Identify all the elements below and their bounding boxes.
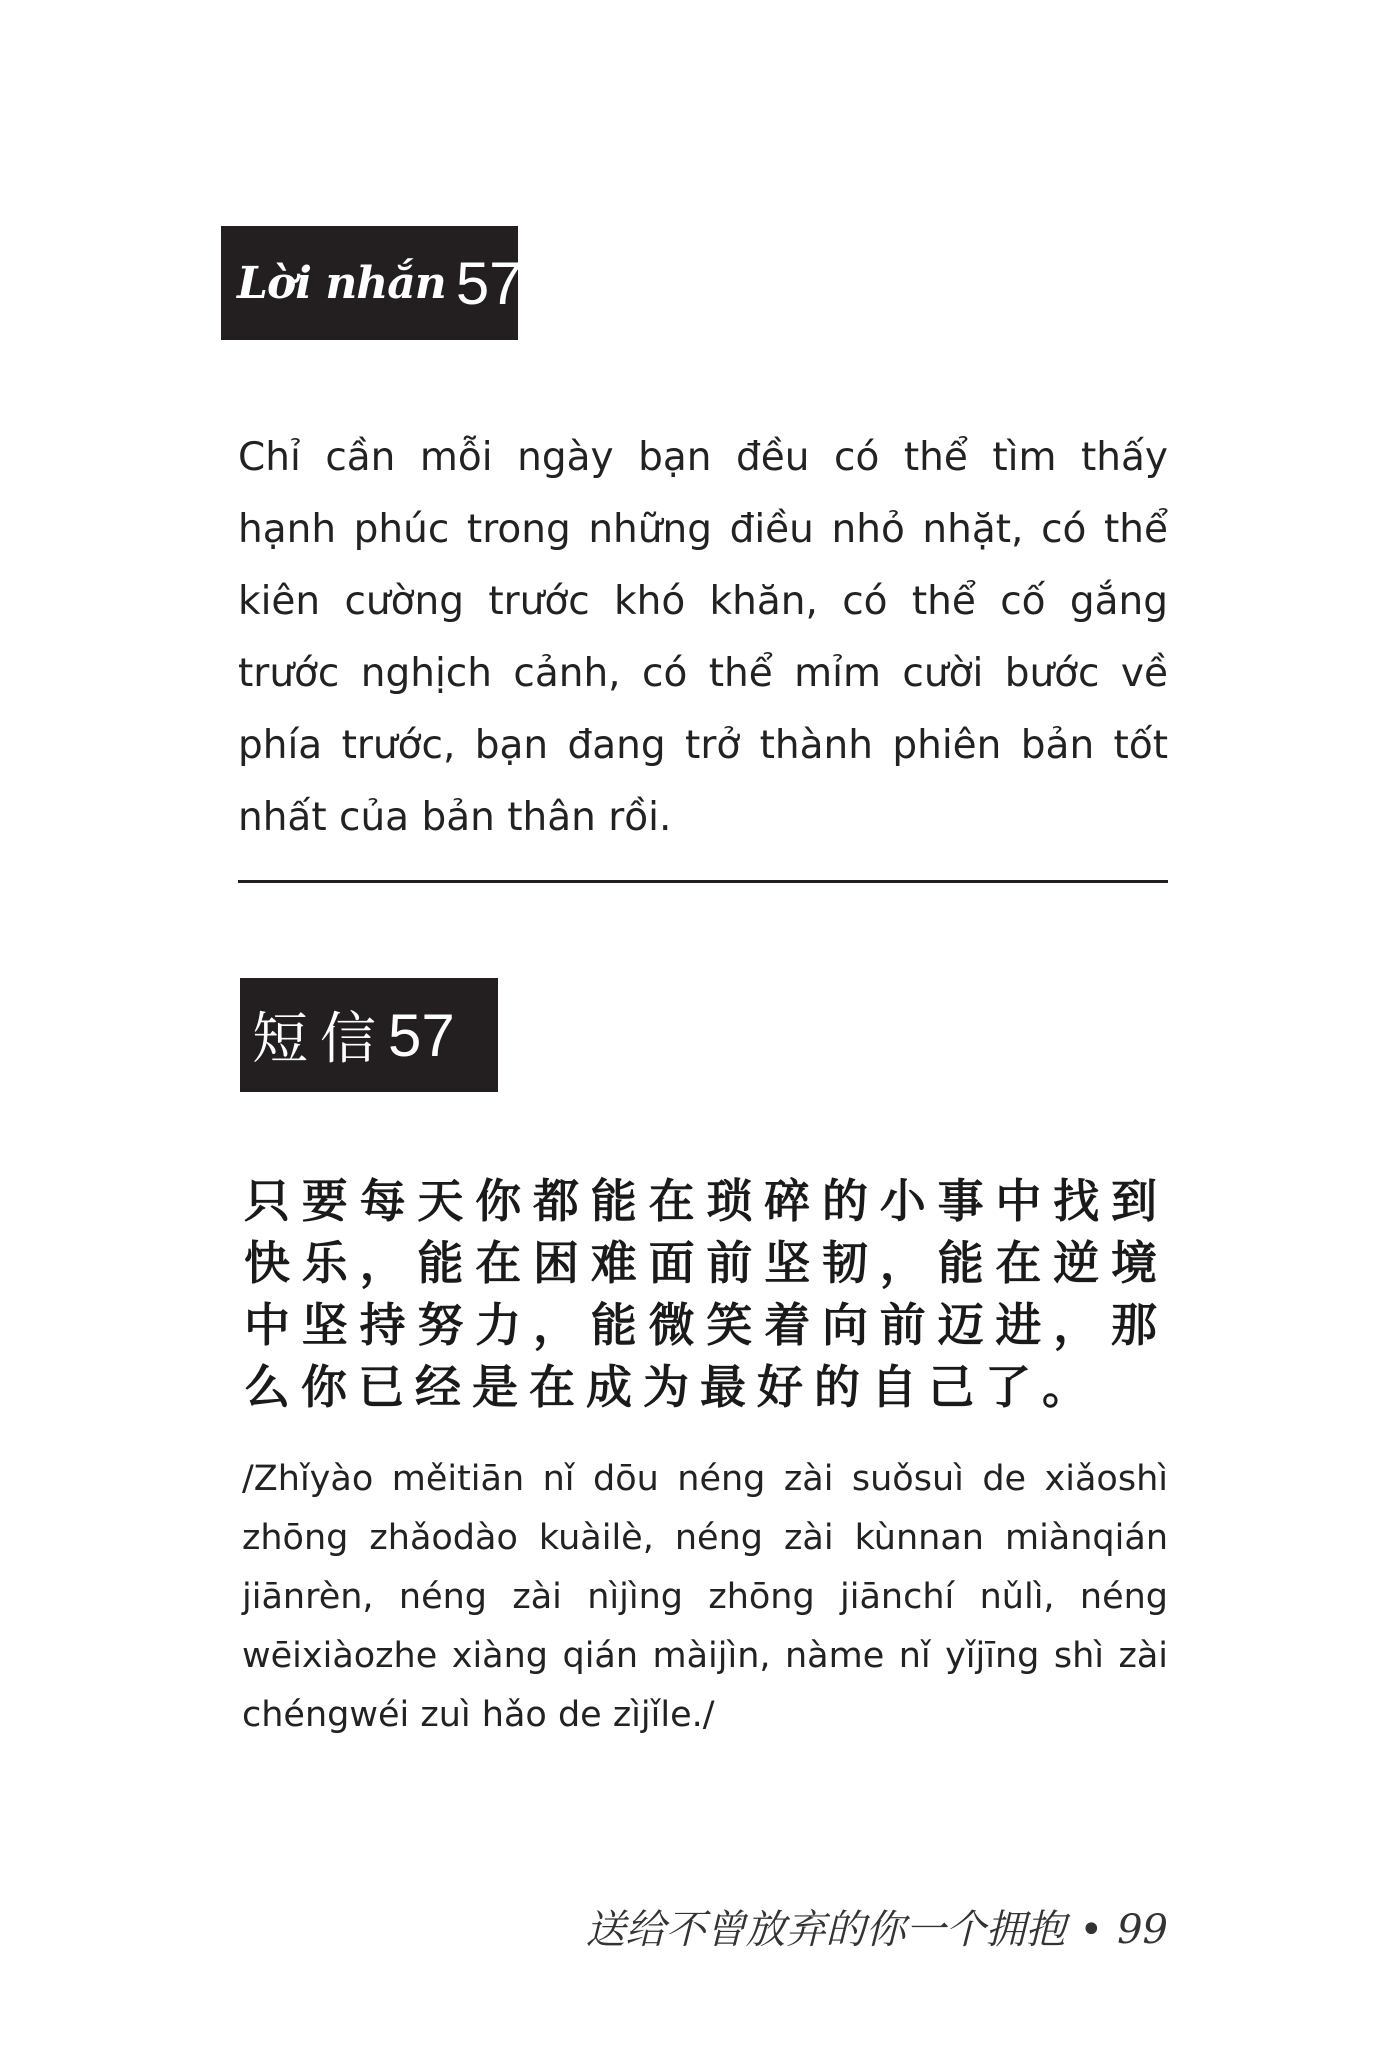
vietnamese-heading <box>221 226 523 340</box>
chinese-heading <box>240 978 498 1092</box>
pinyin-paragraph: /Zhǐyào měitiān nǐ dōu néng zài suǒsuì de xiǎoshì zhōng zhǎodào kuàilè, néng zài kùnnan miànqián jiānrèn, néng zài nìjìng zhōng jiānchí nǔlì, néng wēixiàozhe xiàng qián màijìn, nàme nǐ yǐjīng shì zài chéngwéi zuì hǎo de zìjǐle./ <box>242 1459 1168 1735</box>
footer-book-title: 送给不曾放弃的你一个拥抱 <box>585 1907 1066 1953</box>
vietnamese-heading-number: 57 <box>455 249 523 317</box>
chinese-heading-number: 57 <box>388 1001 455 1069</box>
page-footer <box>586 1898 1169 1955</box>
section-divider <box>238 880 1168 883</box>
vietnamese-paragraph: Chỉ cần mỗi ngày bạn đều có thể tìm thấy hạnh phúc trong những điều nhỏ nhặt, có thể kiên cường trước khó khăn, có thể cố gắng trước nghịch cảnh, có thể mỉm cười bước về phía trước, bạn đang trở thành phiên bản tốt nhất của bản thân rồi. <box>238 435 1168 840</box>
chinese-paragraph: 只要每天你都能在琐碎的小事中找到快乐，能在困难面前坚韧，能在逆境中坚持努力，能微笑着向前迈进，那么你已经是在成为最好的自己了。 <box>244 1174 1168 1414</box>
footer-separator: • <box>1079 1907 1104 1953</box>
footer-page-number: 99 <box>1117 1907 1168 1953</box>
chinese-heading-word: 短信 <box>252 1007 388 1072</box>
vietnamese-heading-word: Lời nhắn <box>237 257 446 309</box>
